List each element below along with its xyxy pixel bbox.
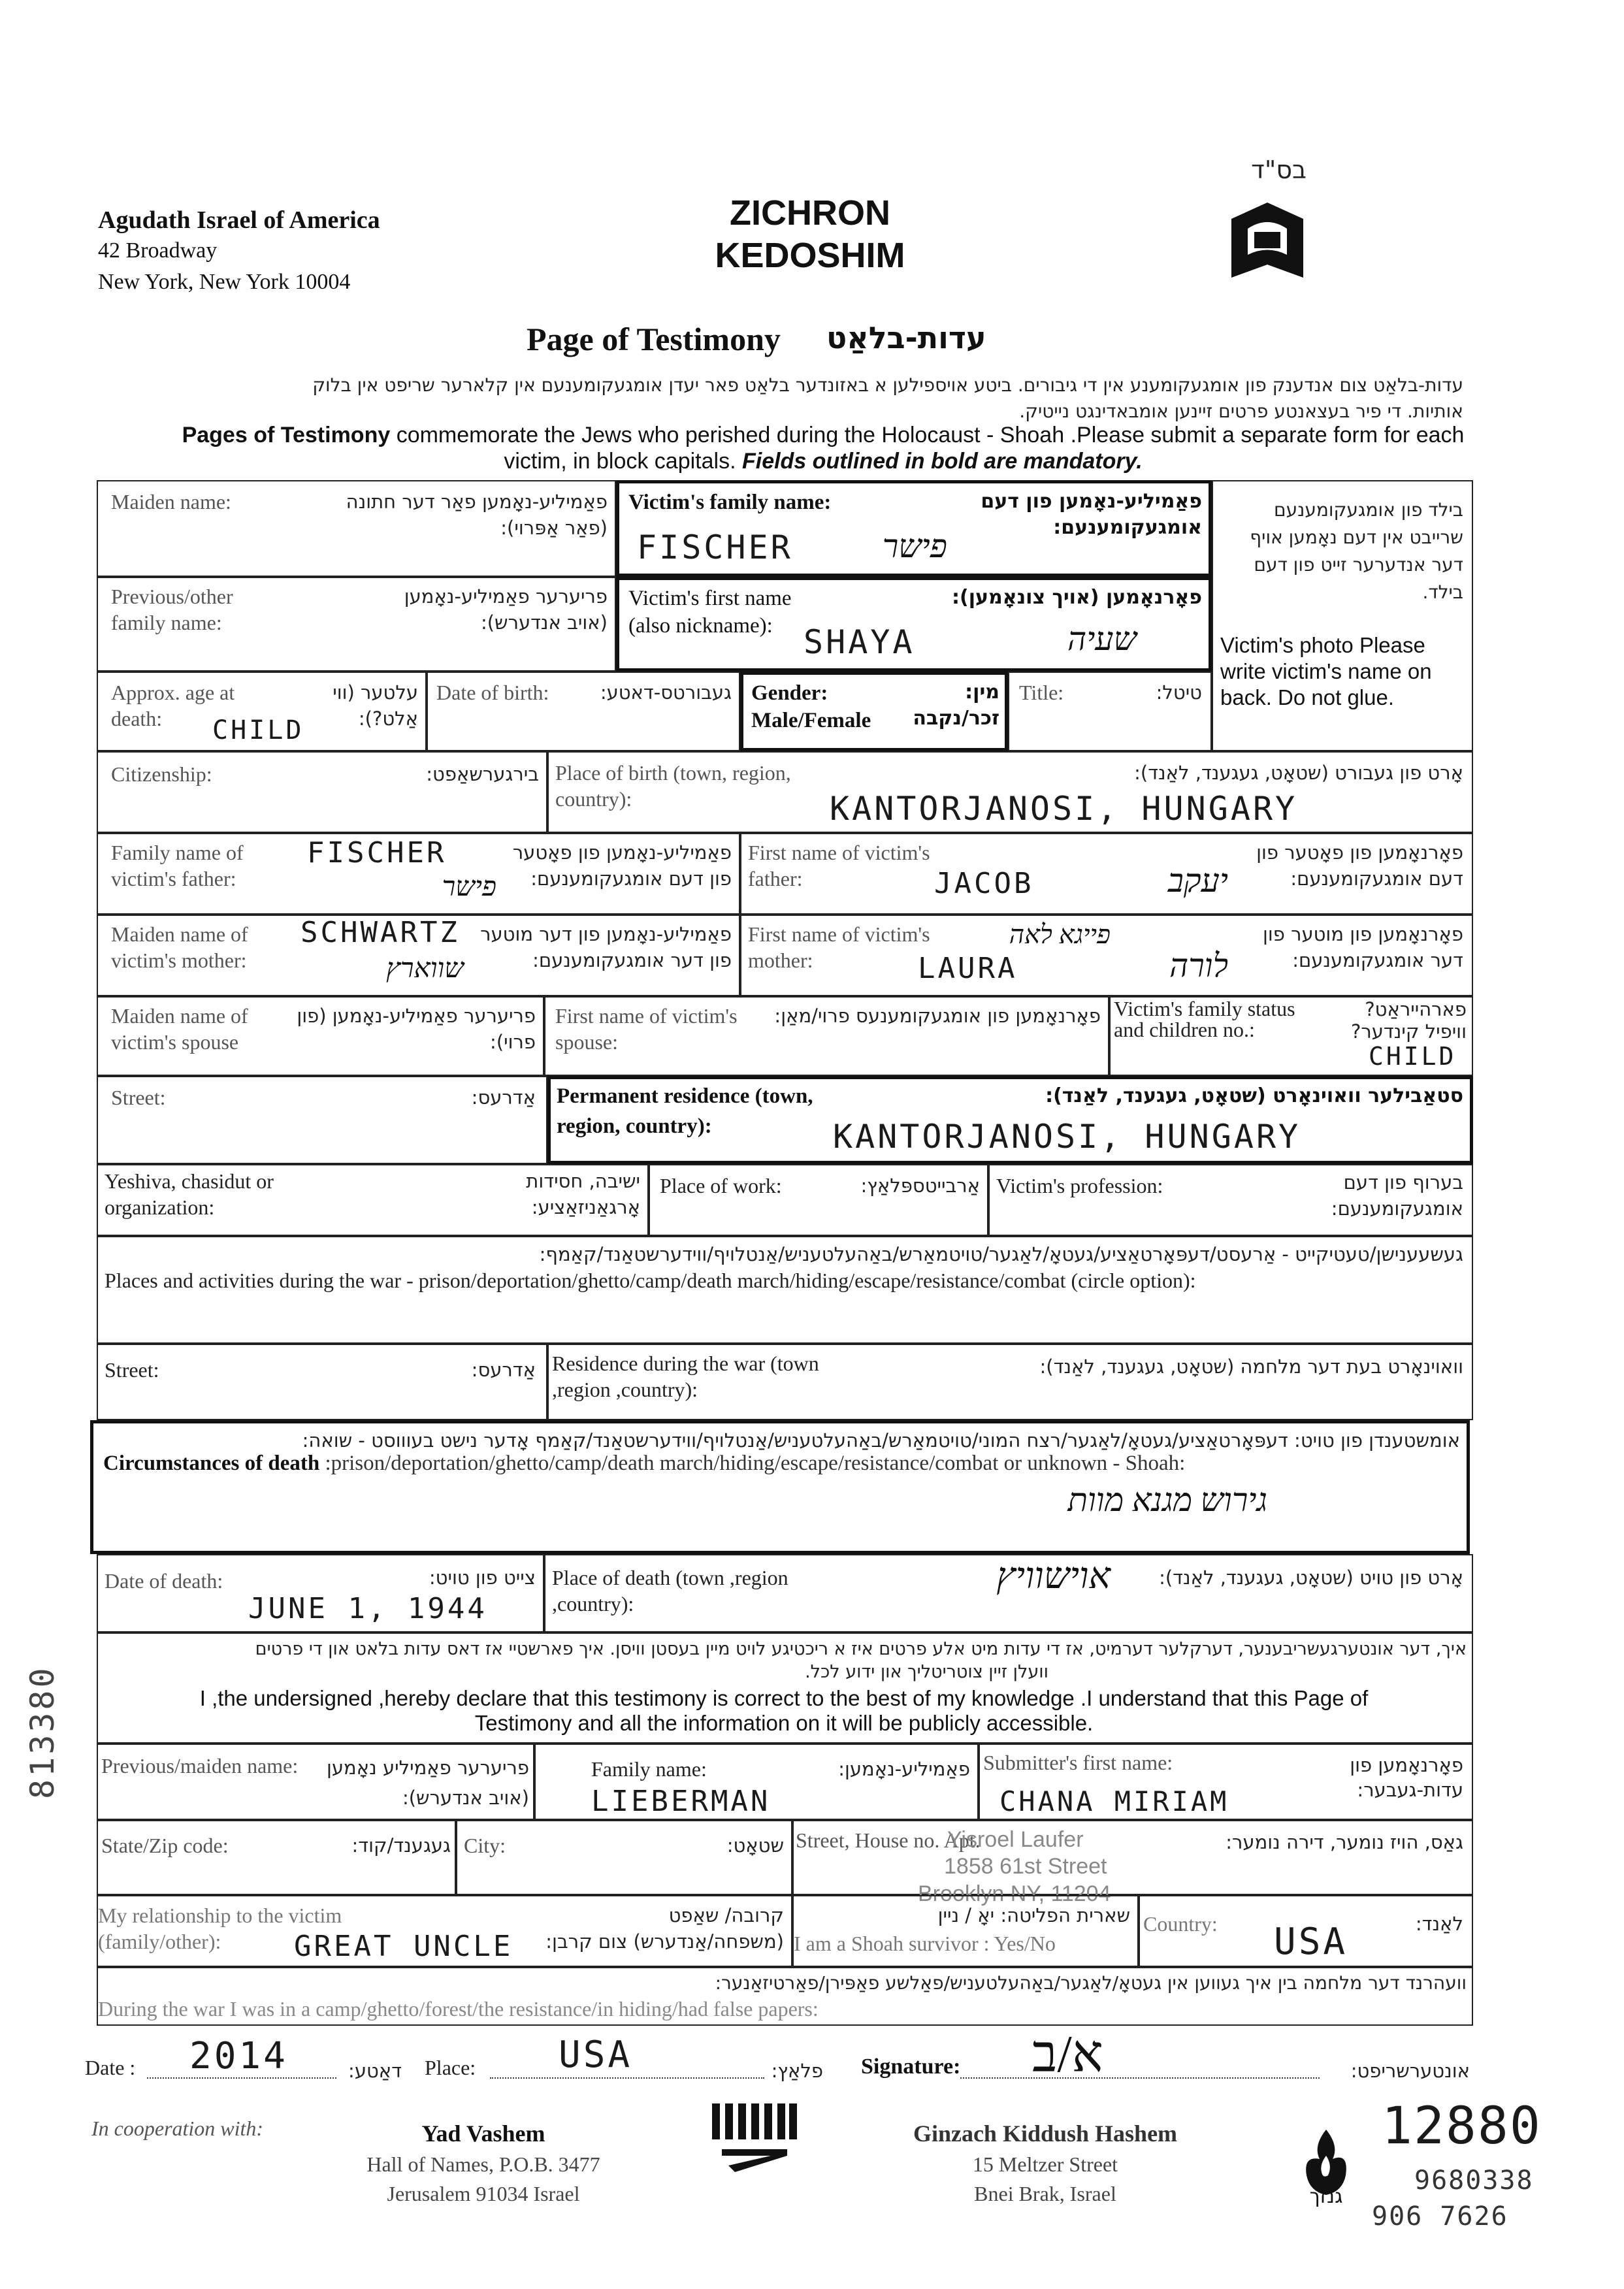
city-label: City:	[464, 1834, 506, 1857]
address-stamp-city: Brooklyn NY, 11204	[918, 1881, 1111, 1906]
permanent-residence-yi: סטאַבילער וואוינאָרט (שטאָט, געגענד, לאַנד):	[1045, 1084, 1463, 1107]
place-of-death-label: Place of death (town ,region ,country):	[552, 1566, 788, 1615]
declaration-en-2: Testimony and all the information on it will be publicly accessible.	[474, 1711, 1094, 1735]
victim-family-name-label: Victim's family name:	[628, 491, 832, 514]
profession-yi: בערוף פון דעם אומגעקומענעם:	[1331, 1171, 1463, 1220]
yiddish-intro-1: עדות-בלאַט צום אנדענק פון אומגעקומענע אין די גיבורים. ביטע אויספילען א באזונדער בלאַט פאר יעדן אומגעקומענעם אין קלארער שריפט אין בלוק	[312, 374, 1463, 396]
father-family-name-value: FISCHER	[307, 836, 447, 869]
relationship-yi: קרובה/ שאַפט (משפחה/אַנדערש) צום קרבן:	[545, 1904, 784, 1953]
english-intro-1	[105, 421, 1542, 449]
father-first-name-label: First name of victim's father:	[748, 841, 930, 890]
submitter-first-name-label: Submitter's first name:	[983, 1751, 1173, 1774]
street-label: Street:	[111, 1086, 166, 1109]
relationship-label: My relationship to the victim (family/other):	[98, 1904, 342, 1953]
yeshiva-yi: ישיבה, חסידות אָרגאַניזאַציע:	[526, 1170, 640, 1218]
street-yi: אַדרעס:	[471, 1086, 536, 1109]
mother-first-name-value-heb2: פייגא לאה	[1009, 920, 1111, 949]
age-yi: עלטער (ווי אַלט?):	[333, 681, 418, 730]
org-name: Agudath Israel of America	[98, 206, 380, 234]
title-kedoshim: KEDOSHIM	[715, 236, 905, 275]
date-value[interactable]: 2014	[189, 2035, 288, 2077]
spouse-first-name-yi: פאָרנאָמען פון אומגעקומענעס פרוי/מאַן:	[774, 1005, 1101, 1027]
record-number-3: 906 7626	[1372, 2201, 1508, 2232]
photo-yi: בילד פון אומגעקומענעם שרייבט אין דעם נאָמען אויף דער אנדערער זייט פון דעם בילד.	[1250, 499, 1463, 603]
death-circumstances-value: גירוש מגנא מוות	[1067, 1482, 1267, 1518]
country-yi: לאַנד:	[1415, 1913, 1463, 1935]
address-stamp-name: Yisroel Laufer	[947, 1827, 1084, 1852]
age-label: Approx. age at death:	[111, 681, 235, 730]
place-of-birth-label: Place of birth (town, region, country):	[555, 761, 791, 811]
mother-first-name-label: First name of victim's mother:	[748, 922, 930, 972]
yad-vashem-address-2: Jerusalem 91034 Israel	[387, 2182, 580, 2205]
yiddish-intro-2: אותיות. די פיר בעצאנטע פרטים זיינען אומבאדינגט נייטיק.	[1019, 400, 1463, 422]
place-of-death-yi: אָרט פון טויט (שטאָט, געגענד, לאַנד):	[1159, 1567, 1463, 1589]
submitter-first-name-value: CHANA MIRIAM	[999, 1785, 1229, 1817]
place-value[interactable]: USA	[559, 2034, 633, 2076]
dob-yi: געבורטס-דאטע:	[600, 681, 732, 704]
date-label: Date :	[85, 2056, 136, 2079]
mother-maiden-name-value: SCHWARTZ	[300, 916, 460, 949]
title-yi: טיטל:	[1156, 681, 1202, 704]
city-yi: שטאָט:	[726, 1834, 784, 1857]
mother-maiden-name-value-heb: שווארץ	[386, 954, 464, 984]
victim-first-name-label: Victim's first name (also nickname):	[628, 587, 792, 638]
ginzach-address-1: 15 Meltzer Street	[972, 2152, 1118, 2176]
bsd-mark: בס"ד	[1251, 155, 1307, 184]
spouse-first-name-label: First name of victim's spouse:	[555, 1004, 738, 1054]
ginzach-name: Ginzach Kiddush Hashem	[913, 2120, 1178, 2147]
zip-label: State/Zip code:	[101, 1834, 229, 1857]
father-family-name-label: Family name of victim's father:	[111, 841, 244, 890]
submitter-family-name-yi: פאַמיליע-נאָמען:	[838, 1758, 970, 1780]
english-intro-2	[105, 447, 1542, 475]
victim-first-name-value: SHAYA	[804, 623, 915, 661]
spouse-maiden-name-yi: פריערער פאַמיליע-נאָמען (פון פרוי):	[297, 1005, 536, 1053]
submitter-family-name-label: Family name:	[591, 1757, 707, 1781]
death-circumstances-yi: אומשטענדן פון טויט: דעפּאָרטאַציע/געטאָ/לאַגער/רצח המוני/טויטמאַרש/באַהעלטעניש/אַנטלויף/ווידערשטאַנד/קאַמף אָדער נישט בעוווסט - שואה:	[302, 1429, 1460, 1452]
camp-yi: וועהרנד דער מלחמה בין איך געווען אין געטאָ/לאַגער/באַהעלטעניש/פאַלשע פאַפּירן/פאַרטיזאַנער:	[715, 1972, 1467, 1994]
submitter-prev-name-yi: פריערער פאַמיליע נאָמען (אויב אנדערש):	[327, 1757, 529, 1809]
submitter-first-name-yi: פאָרנאָמען פון עדות-געבער:	[1350, 1754, 1463, 1801]
title-zichron: ZICHRON	[730, 193, 890, 233]
workplace-yi: אַרבייטספּלאַץ:	[860, 1175, 980, 1197]
yad-vashem-name: Yad Vashem	[421, 2120, 545, 2147]
survivor-label: I am a Shoah survivor : Yes/No	[794, 1932, 1056, 1955]
permanent-residence-label: Permanent residence (town, region, country):	[557, 1084, 813, 1138]
mother-first-name-value: LAURA	[918, 952, 1018, 985]
org-address-2: New York, New York 10004	[98, 270, 351, 294]
victim-first-name-yi: פאָרנאָמען (אויך צונאָמען):	[952, 586, 1202, 609]
death-circumstances-text: :prison/deportation/ghetto/camp/death march/hiding/escape/resistance/combat or unknown - Shoah:	[319, 1452, 1186, 1475]
age-value: CHILD	[212, 715, 304, 745]
father-family-name-yi: פאַמיליע-נאָמען פון פאָטער פון דעם אומגעקומענעם:	[512, 841, 732, 890]
workplace-label: Place of work:	[660, 1174, 782, 1197]
war-street-label: Street:	[105, 1358, 159, 1382]
signature-yi: אונטערשריפט:	[1350, 2060, 1470, 2082]
place-label: Place:	[425, 2056, 476, 2079]
place-of-birth-yi: אָרט פון געבורט (שטאָט, געגענד, לאַנד):	[1134, 762, 1463, 784]
citizenship-yi: בירגערשאַפט:	[426, 763, 539, 785]
survivor-yi: שארית הפליטה: יאָ / ניין	[937, 1904, 1130, 1926]
mother-maiden-name-yi: פאַמיליע-נאָמען פון דער מוטער פון דער אומגעקומענעם:	[480, 923, 732, 971]
camp-label: During the war I was in a camp/ghetto/forest/the resistance/in hiding/had false papers:	[98, 1997, 819, 2021]
death-circumstances-label	[103, 1450, 1469, 1476]
declaration-en-1: I ,the undersigned ,hereby declare that this testimony is correct to the best of my knowledge .I understand that this Page of	[199, 1686, 1369, 1710]
victim-family-name-value: FISCHER	[637, 528, 793, 566]
yad-vashem-address-1: Hall of Names, P.O.B. 3477	[366, 2152, 600, 2176]
record-number-2: 9680338	[1414, 2166, 1534, 2196]
photo-en: Victim's photo Please write victim's name on back. Do not glue.	[1220, 633, 1432, 709]
previous-name-yi: פריערער פאַמיליע-נאָמען (אויב אנדערש):	[404, 585, 608, 634]
title-label: Title:	[1019, 681, 1064, 704]
date-line	[147, 2077, 336, 2079]
book-logo-icon	[1225, 193, 1310, 284]
family-status-yi: פארהייראַט? וויפיל קינדער?	[1350, 998, 1467, 1043]
victim-family-name-yi: פאַמיליע-נאָמען פון דעם אומגעקומענעם:	[981, 490, 1202, 539]
page-title-yiddish: עדות-בלאַט	[826, 320, 986, 355]
flame-logo-text: גנזך	[1309, 2185, 1343, 2208]
zip-yi: געגענד/קוד:	[351, 1834, 451, 1857]
page-title: Page of Testimony	[527, 321, 781, 357]
mother-maiden-name-label: Maiden name of victim's mother:	[111, 922, 248, 972]
relationship-value: GREAT UNCLE	[294, 1930, 513, 1963]
org-address-1: 42 Broadway	[98, 238, 218, 263]
submitter-street-yi: גאַס, הויז נומער, דירה נומער:	[1226, 1831, 1463, 1853]
place-of-birth-value: KANTORJANOSI, HUNGARY	[830, 790, 1298, 828]
death-circumstances-bold: Circumstances of death	[103, 1452, 320, 1475]
signature-line	[960, 2077, 1320, 2079]
date-yi: דאַטע:	[348, 2060, 402, 2082]
submitter-prev-name-label: Previous/maiden name:	[101, 1754, 299, 1778]
victim-first-name-value-heb: שעיה	[1067, 621, 1137, 657]
submitter-street-label: Street, House no. Apt.	[796, 1828, 981, 1852]
mother-first-name-value-heb: לורה	[1169, 947, 1228, 984]
place-yi: פלאַץ:	[771, 2060, 823, 2082]
declaration-yi-1: איך, דער אונטערגעשריבענער, דערקלער דערמיט, אז די עדות מיט אלע פרטים איז א ריכטיגע לויט מיין בעסטן וויסן. איך פארשטיי אז דאס עדות בלאט און די פרטים	[255, 1639, 1467, 1659]
father-first-name-yi: פאָרנאָמען פון פאָטער פון דעם אומגעקומענעם:	[1256, 841, 1463, 890]
spouse-maiden-name-label: Maiden name of victim's spouse	[111, 1004, 248, 1054]
maiden-name-label: Maiden name:	[111, 490, 231, 513]
dob-label: Date of birth:	[436, 681, 549, 704]
mother-first-name-yi: פאָרנאָמען פון מוטער פון דער אומגעקומענעם:	[1262, 923, 1463, 971]
signature-label: Signature:	[861, 2054, 961, 2079]
previous-name-label: Previous/other family name:	[111, 585, 233, 634]
country-value: USA	[1274, 1921, 1348, 1963]
intro-text: commemorate the Jews who perished during the Holocaust - Shoah .Please submit a separate form for each	[390, 423, 1465, 447]
permanent-residence-value: KANTORJANOSI, HUNGARY	[833, 1118, 1301, 1156]
victim-family-name-value-heb: פישר	[882, 528, 947, 564]
gender-yi: מין: זכר/נקבה	[913, 681, 999, 730]
date-of-death-yi: צייט פון טויט:	[429, 1567, 536, 1589]
profession-label: Victim's profession:	[996, 1174, 1163, 1197]
father-family-name-value-heb: פישר	[442, 872, 496, 902]
war-residence-label: Residence during the war (town ,region ,country):	[552, 1352, 819, 1401]
date-of-death-value: JUNE 1, 1944	[248, 1592, 487, 1625]
declaration-yi-2: וועלן זיין צוטריטליך און ידוע לכל.	[805, 1662, 1048, 1682]
citizenship-label: Citizenship:	[111, 762, 212, 786]
signature-value[interactable]: א/ב	[1032, 2026, 1103, 2083]
submitter-family-name-value: LIEBERMAN	[591, 1785, 771, 1818]
yeshiva-label: Yeshiva, chasidut or organization:	[105, 1169, 274, 1219]
father-first-name-value-heb: יעקב	[1167, 862, 1228, 899]
intro-mandatory-note: Fields outlined in bold are mandatory.	[741, 449, 1143, 474]
place-line	[490, 2077, 764, 2079]
place-of-death-value: אוישוויץ	[996, 1556, 1111, 1597]
side-record-number: 813380	[24, 1665, 61, 1799]
record-number: 12880	[1382, 2097, 1542, 2156]
father-first-name-value: JACOB	[934, 867, 1034, 900]
intro-bold: Pages of Testimony	[182, 423, 391, 447]
ginzach-address-2: Bnei Brak, Israel	[974, 2182, 1116, 2205]
gender-label: Gender: Male/Female	[751, 681, 871, 732]
war-activities-yi: געשעענישן/טעטיקייט - אַרעסט/דעפּאָרטאַציע/געטאָ/לאַגער/טויטמאַרש/באַהעלטעניש/אַנטלויף/ווידערשטאַנד/קאַמף:	[539, 1243, 1463, 1265]
maiden-name-yi: פאַמיליע-נאָמען פאַר דער חתונה (פאַר אַפּרוי):	[346, 491, 608, 539]
country-label: Country:	[1143, 1912, 1218, 1936]
family-status-value: CHILD	[1369, 1042, 1457, 1071]
date-of-death-label: Date of death:	[105, 1569, 223, 1593]
war-activities-label: Places and activities during the war - prison/deportation/ghetto/camp/death march/hiding/escape/resistance/combat (circle option):	[105, 1269, 1196, 1292]
war-street-yi: אַדרעס:	[471, 1359, 536, 1381]
cooperation-label: In cooperation with:	[91, 2117, 264, 2140]
yad-vashem-logo-icon	[709, 2100, 800, 2179]
address-stamp-street: 1858 61st Street	[944, 1854, 1107, 1879]
war-residence-yi: וואוינאָרט בעת דער מלחמה (שטאָט, געגענד, לאַנד):	[1039, 1356, 1463, 1378]
intro-text-2: victim, in block capitals.	[504, 449, 742, 474]
family-status-label: Victim's family status and children no.:	[1114, 997, 1295, 1041]
